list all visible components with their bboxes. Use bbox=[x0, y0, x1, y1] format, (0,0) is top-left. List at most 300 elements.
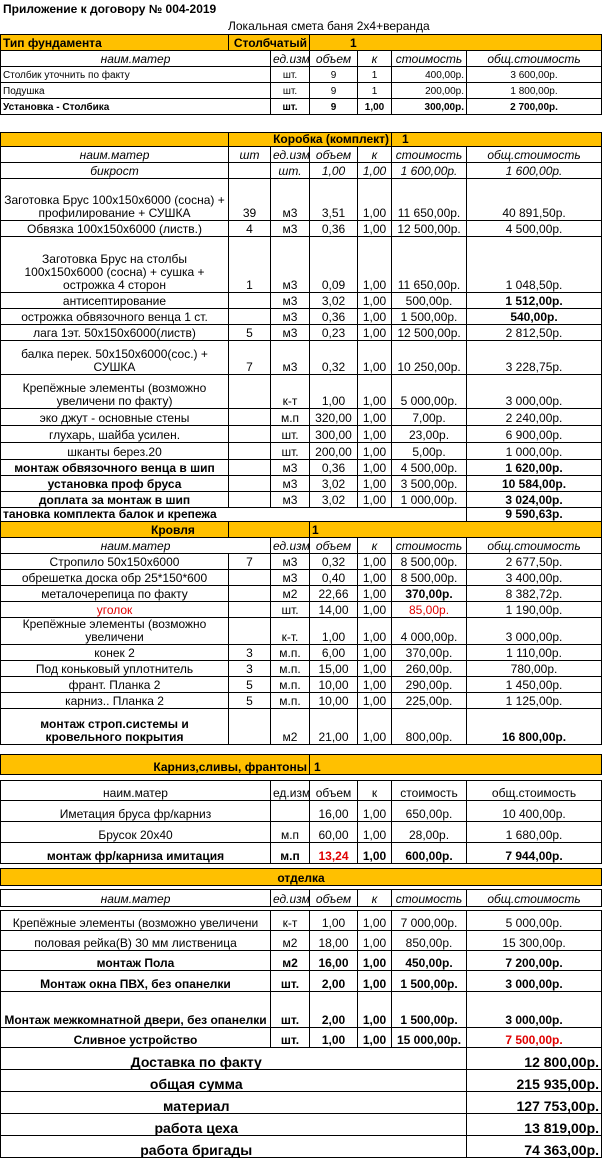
unit: м3 bbox=[271, 293, 310, 309]
item-name: Заготовка Брус 100х150х6000 (сосна) + профилирование + СУШКА bbox=[1, 179, 229, 221]
col-header: объем bbox=[310, 147, 358, 163]
coef: 1,00 bbox=[358, 476, 392, 492]
item-name: монтаж фр/карниза имитация bbox=[1, 843, 271, 864]
coef: 1,00 bbox=[358, 237, 392, 293]
section-title: отделка bbox=[1, 869, 602, 886]
price: 370,00р. bbox=[392, 645, 467, 661]
count bbox=[229, 309, 271, 325]
price: 800,00р. bbox=[392, 709, 467, 745]
item-name: Сливное устройство bbox=[1, 1028, 271, 1048]
section-title: Коробка (комплект) bbox=[229, 133, 392, 147]
unit: м3 bbox=[271, 570, 310, 586]
unit: м3 bbox=[271, 179, 310, 221]
col-header: наим.матер bbox=[1, 147, 229, 163]
item-name: монтаж обвязочного венца в шип bbox=[1, 460, 229, 476]
price: 4 500,00р. bbox=[392, 460, 467, 476]
total-label: работа бригады bbox=[1, 1136, 392, 1158]
table-row bbox=[1, 693, 602, 709]
spacer bbox=[1, 745, 602, 755]
unit: м.п bbox=[271, 822, 310, 843]
coef: 1,00 bbox=[358, 554, 392, 570]
price: 12 500,00р. bbox=[392, 221, 467, 237]
volume: 300,00 bbox=[310, 426, 358, 443]
count bbox=[229, 709, 271, 745]
count bbox=[229, 409, 271, 426]
table-row bbox=[1, 570, 602, 586]
unit: м.п. bbox=[271, 693, 310, 709]
table-row bbox=[1, 67, 602, 83]
col-name: наим.матер bbox=[1, 538, 271, 554]
price: 370,00р. bbox=[392, 586, 467, 602]
table-row bbox=[1, 460, 602, 476]
count: 5 bbox=[229, 693, 271, 709]
price: 7,00р. bbox=[392, 409, 467, 426]
sum: 3 600,00р. bbox=[467, 67, 602, 83]
section-header-roof bbox=[1, 522, 602, 538]
item-name: Крепёжные элементы (возможно увеличени bbox=[1, 618, 229, 645]
item-name: Подушка bbox=[1, 83, 271, 99]
unit: м.п. bbox=[271, 677, 310, 693]
table-row bbox=[1, 179, 602, 221]
table-row bbox=[1, 426, 602, 443]
blank bbox=[392, 1070, 467, 1092]
price: 11 650,00р. bbox=[392, 179, 467, 221]
coef: 1,00 bbox=[358, 460, 392, 476]
sum: 780,00р. bbox=[467, 661, 602, 677]
unit: м3 bbox=[271, 492, 310, 508]
volume: 3,02 bbox=[310, 293, 358, 309]
count bbox=[229, 443, 271, 460]
document-subtitle: Локальная смета баня 2х4+веранда bbox=[228, 19, 430, 33]
volume: 1,00 bbox=[310, 1028, 358, 1048]
column-header-row bbox=[1, 890, 602, 907]
subtotal-value: 9 590,63р. bbox=[467, 508, 602, 522]
price: 15 000,00р. bbox=[392, 1028, 467, 1048]
count bbox=[229, 375, 271, 409]
total-label: Доставка по факту bbox=[1, 1048, 392, 1070]
sum: 8 382,72р. bbox=[467, 586, 602, 602]
unit: к-т. bbox=[271, 618, 310, 645]
volume: 200,00 bbox=[310, 443, 358, 460]
count: 3 bbox=[229, 661, 271, 677]
item-name: Монтаж окна ПВХ, без опанелки bbox=[1, 971, 271, 992]
col-header: общ.стоимость bbox=[467, 781, 602, 801]
sum: 15 300,00р. bbox=[467, 931, 602, 951]
volume: 60,00 bbox=[310, 822, 358, 843]
coef: 1,00 bbox=[358, 1028, 392, 1048]
unit: шт. bbox=[271, 1028, 310, 1048]
price: 200,00р. bbox=[392, 83, 467, 99]
price: 225,00р. bbox=[392, 693, 467, 709]
coef: 1,00 bbox=[358, 325, 392, 341]
table-row bbox=[1, 843, 602, 864]
item-name: бикрост bbox=[1, 163, 229, 179]
foundation-type: Столбчатый bbox=[229, 35, 310, 51]
sum: 6 900,00р. bbox=[467, 426, 602, 443]
section-title: Кровля bbox=[229, 522, 310, 538]
sum: 7 200,00р. bbox=[467, 951, 602, 971]
unit: м3 bbox=[271, 460, 310, 476]
unit: м2 bbox=[271, 586, 310, 602]
price: 85,00р. bbox=[392, 602, 467, 618]
col-header: к bbox=[358, 538, 392, 554]
item-name: монтаж строп.системы и кровельного покрытия bbox=[1, 709, 229, 745]
sum: 1 680,00р. bbox=[467, 822, 602, 843]
volume: 0,36 bbox=[310, 309, 358, 325]
total-value: 13 819,00р. bbox=[467, 1114, 602, 1136]
table-row bbox=[1, 1028, 602, 1048]
volume: 1,00 bbox=[310, 618, 358, 645]
count bbox=[229, 460, 271, 476]
coef: 1,00 bbox=[358, 602, 392, 618]
volume: 1,00 bbox=[310, 163, 358, 179]
estimate-table bbox=[0, 34, 602, 1158]
coef: 1,00 bbox=[358, 293, 392, 309]
sum: 1 450,00р. bbox=[467, 677, 602, 693]
spacer bbox=[1, 115, 602, 133]
count bbox=[229, 163, 271, 179]
sum: 3 400,00р. bbox=[467, 570, 602, 586]
volume: 6,00 bbox=[310, 645, 358, 661]
col-header: общ.стоимость bbox=[467, 147, 602, 163]
count bbox=[229, 293, 271, 309]
coef: 1,00 bbox=[358, 843, 392, 864]
col-header: шт bbox=[229, 147, 271, 163]
table-row bbox=[1, 602, 602, 618]
coef: 1,00 bbox=[358, 163, 392, 179]
sum: 2 700,00р. bbox=[467, 99, 602, 115]
coef: 1,00 bbox=[358, 375, 392, 409]
sum: 16 800,00р. bbox=[467, 709, 602, 745]
unit: м.п bbox=[271, 843, 310, 864]
total-value: 215 935,00р. bbox=[467, 1070, 602, 1092]
table-row bbox=[1, 325, 602, 341]
col-header: стоимость bbox=[392, 781, 467, 801]
unit: шт. bbox=[271, 67, 310, 83]
col-header: ед.изм bbox=[271, 890, 310, 907]
item-name: обрешетка доска обр 25*150*600 bbox=[1, 570, 229, 586]
item-name: Брусок 20х40 bbox=[1, 822, 271, 843]
sum: 1 110,00р. bbox=[467, 645, 602, 661]
spacer-row bbox=[1, 745, 602, 755]
price: 1 500,00р. bbox=[392, 309, 467, 325]
section-header-finish bbox=[1, 869, 602, 886]
col-header: общ.стоимость bbox=[467, 51, 602, 67]
price: 1 000,00р. bbox=[392, 492, 467, 508]
table-row bbox=[1, 801, 602, 822]
col-header: общ.стоимость bbox=[467, 890, 602, 907]
price: 290,00р. bbox=[392, 677, 467, 693]
col-header: к bbox=[358, 890, 392, 907]
item-name: Обвязка 100х150х6000 (листв.) bbox=[1, 221, 229, 237]
volume: 0,36 bbox=[310, 221, 358, 237]
price: 10 250,00р. bbox=[392, 341, 467, 375]
table-row bbox=[1, 476, 602, 492]
table-row bbox=[1, 409, 602, 426]
volume: 1,00 bbox=[310, 911, 358, 931]
table-row bbox=[1, 677, 602, 693]
price: 500,00р. bbox=[392, 293, 467, 309]
total-row bbox=[1, 1136, 602, 1158]
total-row bbox=[1, 1070, 602, 1092]
price: 1 500,00р. bbox=[392, 992, 467, 1028]
section-header-eaves bbox=[1, 755, 602, 775]
table-row bbox=[1, 645, 602, 661]
item-name: Столбик уточнить по факту bbox=[1, 67, 271, 83]
price: 3 500,00р. bbox=[392, 476, 467, 492]
item-name: лага 1эт. 50х150х6000(листв) bbox=[1, 325, 229, 341]
price: 260,00р. bbox=[392, 661, 467, 677]
price: 300,00р. bbox=[392, 99, 467, 115]
item-name: франт. Планка 2 bbox=[1, 677, 229, 693]
count: 1 bbox=[229, 237, 271, 293]
spacer-row bbox=[1, 115, 602, 133]
volume: 0,09 bbox=[310, 237, 358, 293]
volume: 9 bbox=[310, 99, 358, 115]
col-header: стоимость bbox=[392, 147, 467, 163]
table-row bbox=[1, 586, 602, 602]
count bbox=[229, 476, 271, 492]
table-row bbox=[1, 221, 602, 237]
unit: м3 bbox=[271, 341, 310, 375]
volume: 21,00 bbox=[310, 709, 358, 745]
coef: 1,00 bbox=[358, 911, 392, 931]
item-name: эко джут - основные стены bbox=[1, 409, 229, 426]
blank bbox=[392, 1092, 467, 1114]
volume: 16,00 bbox=[310, 801, 358, 822]
unit: шт. bbox=[271, 83, 310, 99]
volume: 3,51 bbox=[310, 179, 358, 221]
count: 39 bbox=[229, 179, 271, 221]
volume: 10,00 bbox=[310, 677, 358, 693]
unit: шт. bbox=[271, 992, 310, 1028]
volume: 1,00 bbox=[310, 375, 358, 409]
volume: 3,02 bbox=[310, 476, 358, 492]
coef: 1,00 bbox=[358, 618, 392, 645]
price: 7 000,00р. bbox=[392, 911, 467, 931]
coef: 1,00 bbox=[358, 677, 392, 693]
item-name: Под коньковый уплотнитель bbox=[1, 661, 229, 677]
table-row bbox=[1, 237, 602, 293]
unit: м.п. bbox=[271, 645, 310, 661]
col-name: наим.матер bbox=[1, 51, 271, 67]
column-header-row bbox=[1, 51, 602, 67]
sum: 1 190,00р. bbox=[467, 602, 602, 618]
volume: 9 bbox=[310, 67, 358, 83]
coef: 1 bbox=[358, 67, 392, 83]
item-name: Стропило 50х150х6000 bbox=[1, 554, 229, 570]
count: 7 bbox=[229, 554, 271, 570]
price: 5,00р. bbox=[392, 443, 467, 460]
subtotal-label: тановка комплекта балок и крепежа bbox=[1, 508, 467, 522]
volume: 14,00 bbox=[310, 602, 358, 618]
item-name: Иметация бруса фр/карниз bbox=[1, 801, 271, 822]
item-name: Крепёжные элементы (возможно увеличени bbox=[1, 911, 271, 931]
sum: 40 891,50р. bbox=[467, 179, 602, 221]
col-name: наим.матер bbox=[1, 890, 271, 907]
coef: 1,00 bbox=[358, 693, 392, 709]
total-label: материал bbox=[1, 1092, 392, 1114]
sum: 4 500,00р. bbox=[467, 221, 602, 237]
section-title: Тип фундамента bbox=[1, 35, 229, 51]
coef: 1,00 bbox=[358, 992, 392, 1028]
table-row bbox=[1, 911, 602, 931]
section-header-foundation bbox=[1, 35, 602, 51]
count bbox=[229, 426, 271, 443]
col-header: объем bbox=[310, 781, 358, 801]
price: 28,00р. bbox=[392, 822, 467, 843]
sum: 3 000,00р. bbox=[467, 375, 602, 409]
price: 12 500,00р. bbox=[392, 325, 467, 341]
count bbox=[229, 602, 271, 618]
col-header: стоимость bbox=[392, 890, 467, 907]
item-name: карниз.. Планка 2 bbox=[1, 693, 229, 709]
item-name: доплата за монтаж в шип bbox=[1, 492, 229, 508]
section-qty: 1 bbox=[310, 35, 602, 51]
unit: м.п bbox=[271, 409, 310, 426]
total-row bbox=[1, 1092, 602, 1114]
item-name: Заготовка Брус на столбы 100х150х6000 (сосна) + сушка + острожка 4 сторон bbox=[1, 237, 229, 293]
price: 650,00р. bbox=[392, 801, 467, 822]
coef: 1,00 bbox=[358, 341, 392, 375]
coef: 1,00 bbox=[358, 645, 392, 661]
volume: 18,00 bbox=[310, 931, 358, 951]
sum: 2 240,00р. bbox=[467, 409, 602, 426]
coef: 1,00 bbox=[358, 426, 392, 443]
sum: 7 500,00р. bbox=[467, 1028, 602, 1048]
price: 5 000,00р. bbox=[392, 375, 467, 409]
col-header: объем bbox=[310, 538, 358, 554]
item-name: антисептирование bbox=[1, 293, 229, 309]
price: 4 000,00р. bbox=[392, 618, 467, 645]
item-name: глухарь, шайба усилен. bbox=[1, 426, 229, 443]
coef: 1,00 bbox=[358, 443, 392, 460]
col-header: ед.изм bbox=[271, 538, 310, 554]
unit: шт. bbox=[271, 443, 310, 460]
unit: м2 bbox=[271, 931, 310, 951]
unit: шт. bbox=[271, 99, 310, 115]
count bbox=[229, 570, 271, 586]
column-header-row bbox=[1, 147, 602, 163]
unit: м2 bbox=[271, 709, 310, 745]
price: 8 500,00р. bbox=[392, 570, 467, 586]
table-row bbox=[1, 951, 602, 971]
sum: 3 228,75р. bbox=[467, 341, 602, 375]
count: 5 bbox=[229, 677, 271, 693]
price: 8 500,00р. bbox=[392, 554, 467, 570]
unit: м3 bbox=[271, 237, 310, 293]
total-label: работа цеха bbox=[1, 1114, 392, 1136]
unit: шт. bbox=[271, 602, 310, 618]
item-name: половая рейка(В) 30 мм лиственица bbox=[1, 931, 271, 951]
sum: 7 944,00р. bbox=[467, 843, 602, 864]
sum: 1 800,00р. bbox=[467, 83, 602, 99]
sum: 3 000,00р. bbox=[467, 992, 602, 1028]
coef: 1,00 bbox=[358, 409, 392, 426]
volume: 15,00 bbox=[310, 661, 358, 677]
price: 400,00р. bbox=[392, 67, 467, 83]
col-header: стоимость bbox=[392, 51, 467, 67]
document-title: Приложение к договору № 004-2019 bbox=[3, 2, 217, 16]
coef: 1,00 bbox=[358, 951, 392, 971]
sum: 10 400,00р. bbox=[467, 801, 602, 822]
col-name: наим.матер bbox=[1, 781, 271, 801]
count bbox=[229, 618, 271, 645]
col-header: к bbox=[358, 781, 392, 801]
table-row bbox=[1, 99, 602, 115]
item-name: установка проф бруса bbox=[1, 476, 229, 492]
count: 5 bbox=[229, 325, 271, 341]
coef: 1,00 bbox=[358, 822, 392, 843]
blank bbox=[392, 1048, 467, 1070]
price: 23,00р. bbox=[392, 426, 467, 443]
table-row bbox=[1, 443, 602, 460]
item-name: конек 2 bbox=[1, 645, 229, 661]
sum: 3 024,00р. bbox=[467, 492, 602, 508]
item-name: уголок bbox=[1, 602, 229, 618]
volume: 320,00 bbox=[310, 409, 358, 426]
price: 1 500,00р. bbox=[392, 971, 467, 992]
col-header: общ.стоимость bbox=[467, 538, 602, 554]
count bbox=[229, 492, 271, 508]
total-label: общая сумма bbox=[1, 1070, 392, 1092]
table-row bbox=[1, 492, 602, 508]
blank bbox=[392, 1136, 467, 1158]
section-header-box bbox=[1, 133, 602, 147]
unit: шт. bbox=[271, 163, 310, 179]
volume: 0,32 bbox=[310, 341, 358, 375]
col-header: объем bbox=[310, 51, 358, 67]
subtotal-row bbox=[1, 508, 602, 522]
col-header: к bbox=[358, 147, 392, 163]
section-qty: 1 bbox=[392, 133, 602, 147]
section-title: Карниз,сливы, франтоны bbox=[1, 755, 310, 775]
coef: 1,00 bbox=[358, 931, 392, 951]
sum: 5 000,00р. bbox=[467, 911, 602, 931]
coef: 1,00 bbox=[358, 709, 392, 745]
sum: 3 000,00р. bbox=[467, 971, 602, 992]
table-row bbox=[1, 661, 602, 677]
price: 450,00р. bbox=[392, 951, 467, 971]
volume: 13,24 bbox=[310, 843, 358, 864]
price: 11 650,00р. bbox=[392, 237, 467, 293]
sum: 1 620,00р. bbox=[467, 460, 602, 476]
table-row bbox=[1, 341, 602, 375]
table-row bbox=[1, 293, 602, 309]
total-row bbox=[1, 1114, 602, 1136]
total-row bbox=[1, 1048, 602, 1070]
count: 7 bbox=[229, 341, 271, 375]
col-header: объем bbox=[310, 890, 358, 907]
unit: шт. bbox=[271, 971, 310, 992]
sum: 1 600,00р. bbox=[467, 163, 602, 179]
sum: 2 677,50р. bbox=[467, 554, 602, 570]
coef: 1,00 bbox=[358, 801, 392, 822]
table-row bbox=[1, 163, 602, 179]
table-row bbox=[1, 992, 602, 1028]
item-name: балка перек. 50х150х6000(сос.) + СУШКА bbox=[1, 341, 229, 375]
blank bbox=[1, 133, 229, 147]
item-name: Установка - Столбика bbox=[1, 99, 271, 115]
table-row bbox=[1, 554, 602, 570]
sum: 2 812,50р. bbox=[467, 325, 602, 341]
col-header: ед.изм bbox=[271, 51, 310, 67]
count: 4 bbox=[229, 221, 271, 237]
coef: 1,00 bbox=[358, 309, 392, 325]
sum: 540,00р. bbox=[467, 309, 602, 325]
volume: 10,00 bbox=[310, 693, 358, 709]
volume: 0,36 bbox=[310, 460, 358, 476]
